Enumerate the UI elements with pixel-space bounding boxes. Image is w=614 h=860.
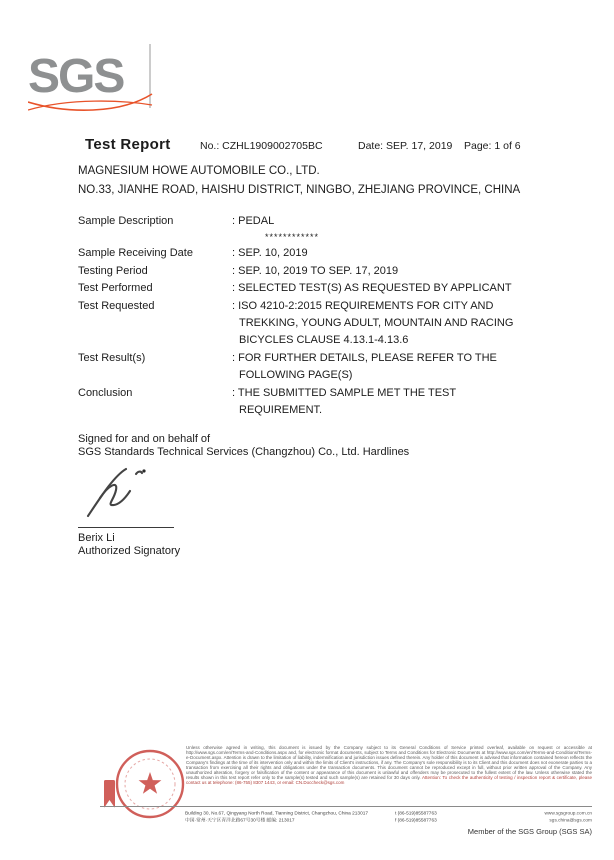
field-label: Test Performed: [78, 282, 153, 295]
signoff-company: SGS Standards Technical Services (Changzhou) Co., Ltd. Hardlines: [78, 446, 410, 458]
footer-fax: f (86-519)85587763: [395, 817, 437, 823]
field-value-line: TREKKING, YOUNG ADULT, MOUNTAIN AND RACING: [239, 317, 514, 330]
signatory-block: [78, 527, 180, 558]
field-value: [232, 385, 556, 420]
signatory-title: Authorized Signatory: [78, 545, 181, 557]
field-label: Test Result(s): [78, 351, 146, 364]
disclaimer-text: Unless otherwise agreed in writing, this document is issued by the Company subject to its General Conditions of Service printed overleaf, available on request or accessible at http://www.sgs.com/en/Terms-and-Conditions.aspx and, for electronic format documents, subject to Terms and Conditions for Electronic Documents at http://www.sgs.com/en/Terms-and-Conditions/Terms-e-Document.aspx. Attention is drawn to the limitation of liability, indemnification and jurisdiction issues defined therein. Any holder of this document is advised that information contained hereon reflects the Company's findings at the time of its intervention only and within the limits of Client's instructions, if any. The Company's sole responsibility is to its Client and this document does not exonerate parties to a transaction from exercising all their rights and obligations under the transaction documents. This document cannot be reproduced except in full, without prior written approval of the Company. Any unauthorized alteration, forgery or falsification of the content or appearance of this document is unlawful and offenders may be prosecuted to the fullest extent of the law. Unless otherwise stated the results shown in this test report refer only to the sample(s) tested and such sample(s) are retained for 30 days only.: [186, 745, 592, 780]
field-value: [232, 280, 556, 297]
footer-email: sgs.china@sgs.com: [549, 817, 592, 823]
field-row-sample-receiving-date: [78, 245, 556, 262]
field-row-test-performed: [78, 280, 556, 297]
footer-block: [185, 810, 592, 826]
attention-text: Attention: To check the authenticity of testing / inspection report & certificate, please contact us at telephone: (86-755) 8307 1443, or email: CN.Doccheck@sgs.com: [186, 775, 592, 785]
signatory-name: Berix Li: [78, 532, 115, 544]
field-value-line: : SEP. 10, 2019 TO SEP. 17, 2019: [232, 264, 399, 277]
field-row-sample-description: [78, 213, 556, 245]
stars-separator: ************: [265, 232, 320, 243]
field-label: Conclusion: [78, 386, 133, 399]
field-label: Sample Receiving Date: [78, 247, 193, 260]
footer-tel: t (86-519)85587763: [395, 810, 437, 816]
field-label: Testing Period: [78, 264, 148, 277]
field-value-line: : SELECTED TEST(S) AS REQUESTED BY APPLICANT: [232, 282, 512, 295]
signature-image: [84, 464, 162, 527]
report-page-number: Page: 1 of 6: [464, 140, 521, 152]
field-value: [232, 213, 556, 245]
member-line: Member of the SGS Group (SGS SA): [467, 827, 592, 836]
seal-star-icon: [139, 772, 162, 794]
report-number: No.: CZHL1909002705BC: [200, 140, 323, 152]
applicant-address: NO.33, JIANHE ROAD, HAISHU DISTRICT, NINGBO, ZHEJIANG PROVINCE, CHINA: [78, 184, 521, 196]
footer-address-en: Building 30, No.67, Qingyang North Road, Tianning District, Changzhou, China 213017: [185, 810, 368, 816]
field-value-line: : PEDAL: [232, 215, 275, 227]
signature-graphic: [84, 464, 162, 522]
field-row-test-results: [78, 350, 556, 385]
footer-address-zh: 中国·常州·天宁区青洋北路67号30号楼 邮编: 213017: [185, 817, 295, 823]
field-value-line: : THE SUBMITTED SAMPLE MET THE TEST: [232, 386, 457, 399]
report-title: Test Report: [85, 136, 171, 153]
report-date: Date: SEP. 17, 2019: [358, 140, 453, 152]
applicant-name: MAGNESIUM HOWE AUTOMOBILE CO., LTD.: [78, 165, 320, 177]
footer-website: www.sgsgroup.com.cn: [544, 810, 592, 816]
applicant-block: [78, 162, 520, 200]
field-value: [232, 298, 556, 350]
field-value: [232, 245, 556, 262]
field-value-line: : FOR FURTHER DETAILS, PLEASE REFER TO THE: [232, 351, 497, 364]
field-row-testing-period: [78, 263, 556, 280]
report-header: [0, 136, 614, 158]
footer-row: [185, 810, 592, 817]
report-fields: [78, 213, 556, 419]
field-value-line: BICYCLES CLAUSE 4.13.1-4.13.6: [239, 334, 409, 347]
field-value-line: : ISO 4210-2:2015 REQUIREMENTS FOR CITY AND: [232, 299, 494, 312]
field-value: [232, 263, 556, 280]
sgs-logo: [28, 40, 178, 120]
signature-rule: [78, 527, 174, 528]
signature-dot: [142, 469, 145, 472]
signoff-block: [78, 433, 409, 459]
footer-row: [185, 817, 592, 824]
sgs-logo-graphic: [28, 40, 178, 120]
disclaimer-block: [186, 745, 592, 805]
signoff-line: Signed for and on behalf of: [78, 433, 211, 445]
field-label: Sample Description: [78, 215, 174, 227]
field-label: Test Requested: [78, 299, 155, 312]
field-row-test-requested: [78, 298, 556, 350]
field-value-line: : SEP. 10, 2019: [232, 247, 308, 260]
field-value: [232, 350, 556, 385]
field-row-conclusion: [78, 385, 556, 420]
footer-rule: [100, 806, 592, 807]
sgs-logo-text: SGS: [28, 50, 124, 103]
field-value-line: FOLLOWING PAGE(S): [239, 369, 353, 382]
field-value-line: REQUIREMENT.: [239, 404, 323, 417]
